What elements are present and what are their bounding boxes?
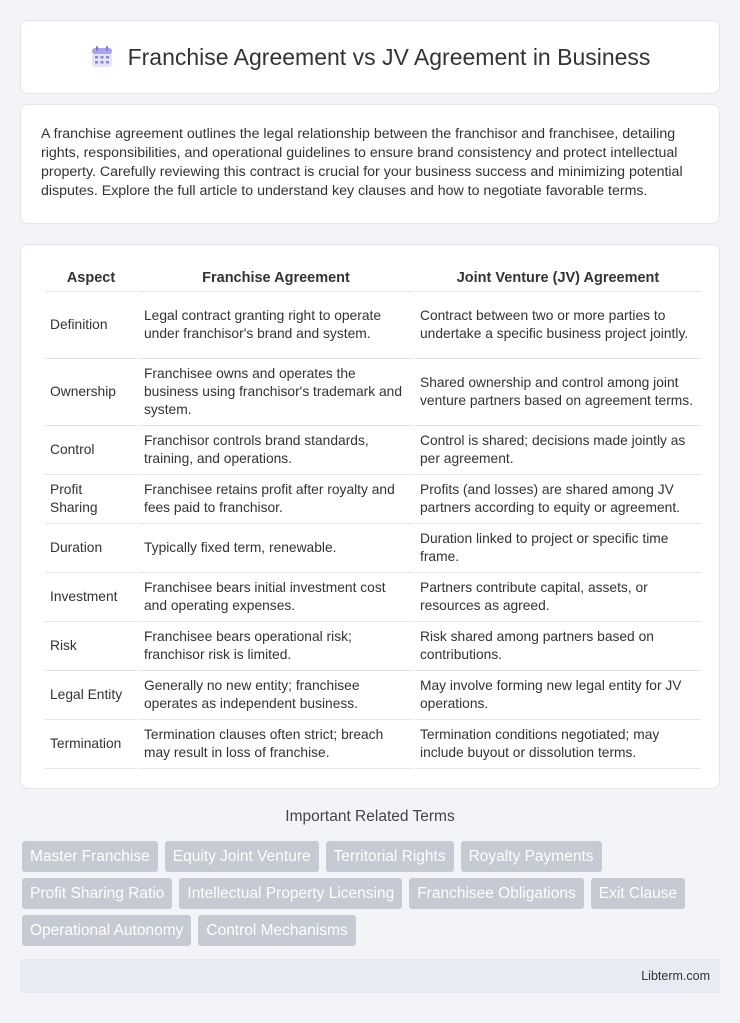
cell-aspect: Risk: [45, 622, 137, 671]
related-term-tag[interactable]: Master Franchise: [22, 841, 158, 872]
intro-text: A franchise agreement outlines the legal relationship between the franchisor and franchisee, detailing rights, responsibilities, and operational guidelines to ensure brand consistency and protect intellectual property. Carefully reviewing this contract is crucial for your business success and minimizing potential disputes. Explore the full article to understand key clauses and how to negotiate favorable terms.: [41, 126, 683, 199]
related-term-tag[interactable]: Operational Autonomy: [22, 915, 191, 946]
related-term-tag[interactable]: Franchisee Obligations: [409, 878, 584, 909]
header-franchise: Franchise Agreement: [139, 265, 413, 292]
related-term-tag[interactable]: Control Mechanisms: [198, 915, 355, 946]
cell-aspect: Ownership: [45, 359, 137, 426]
intro-card: [20, 104, 720, 224]
cell-jv: Termination conditions negotiated; may include buyout or dissolution terms.: [415, 720, 701, 769]
cell-jv: Partners contribute capital, assets, or resources as agreed.: [415, 573, 701, 622]
cell-franchise: Typically fixed term, renewable.: [139, 524, 413, 573]
comparison-table: [43, 265, 703, 769]
table-row: [45, 720, 701, 769]
related-term-tag[interactable]: Territorial Rights: [326, 841, 454, 872]
cell-franchise: Franchisee owns and operates the business using franchisor's trademark and system.: [139, 359, 413, 426]
related-term-tag[interactable]: Equity Joint Venture: [165, 841, 319, 872]
cell-aspect: Termination: [45, 720, 137, 769]
cell-franchise: Franchisee bears initial investment cost and operating expenses.: [139, 573, 413, 622]
page-title: Franchise Agreement vs JV Agreement in Business: [127, 43, 651, 70]
cell-jv: Risk shared among partners based on contributions.: [415, 622, 701, 671]
table-header-row: [45, 265, 701, 292]
table-row: [45, 475, 701, 524]
cell-franchise: Termination clauses often strict; breach may result in loss of franchise.: [139, 720, 413, 769]
cell-aspect: Investment: [45, 573, 137, 622]
cell-aspect: Legal Entity: [45, 671, 137, 720]
related-term-tag[interactable]: Profit Sharing Ratio: [22, 878, 172, 909]
related-term-tag[interactable]: Intellectual Property Licensing: [179, 878, 402, 909]
footer: [20, 959, 720, 993]
cell-jv: Profits (and losses) are shared among JV partners according to equity or agreement.: [415, 475, 701, 524]
cell-franchise: Franchisee bears operational risk; franchisor risk is limited.: [139, 622, 413, 671]
cell-franchise: Generally no new entity; franchisee operates as independent business.: [139, 671, 413, 720]
cell-franchise: Legal contract granting right to operate under franchisor's brand and system.: [139, 292, 413, 359]
tag-row: [22, 841, 722, 872]
table-row: [45, 292, 701, 359]
table-row: [45, 573, 701, 622]
table-row: [45, 622, 701, 671]
cell-jv: Shared ownership and control among joint venture partners based on agreement terms.: [415, 359, 701, 426]
tag-row: [22, 878, 722, 909]
cell-aspect: Definition: [45, 292, 137, 359]
header-card: [20, 20, 720, 94]
cell-jv: Duration linked to project or specific time frame.: [415, 524, 701, 573]
header-jv: Joint Venture (JV) Agreement: [415, 265, 701, 292]
cell-jv: Contract between two or more parties to undertake a specific business project jointly.: [415, 292, 701, 359]
cell-jv: Control is shared; decisions made jointly as per agreement.: [415, 426, 701, 475]
tag-row: [22, 915, 722, 946]
comparison-card: [20, 244, 720, 789]
cell-aspect: Duration: [45, 524, 137, 573]
cell-aspect: Control: [45, 426, 137, 475]
footer-site[interactable]: Libterm.com: [641, 969, 710, 983]
table-row: [45, 359, 701, 426]
related-term-tag[interactable]: Exit Clause: [591, 878, 685, 909]
calendar-icon: [90, 45, 114, 69]
table-row: [45, 671, 701, 720]
cell-jv: May involve forming new legal entity for JV operations.: [415, 671, 701, 720]
related-terms-title: Important Related Terms: [285, 808, 455, 825]
table-row: [45, 426, 701, 475]
cell-franchise: Franchisee retains profit after royalty and fees paid to franchisor.: [139, 475, 413, 524]
table-row: [45, 524, 701, 573]
cell-aspect: Profit Sharing: [45, 475, 137, 524]
related-term-tag[interactable]: Royalty Payments: [461, 841, 602, 872]
related-terms-list: [22, 841, 722, 952]
cell-franchise: Franchisor controls brand standards, training, and operations.: [139, 426, 413, 475]
header-aspect: Aspect: [45, 265, 137, 292]
